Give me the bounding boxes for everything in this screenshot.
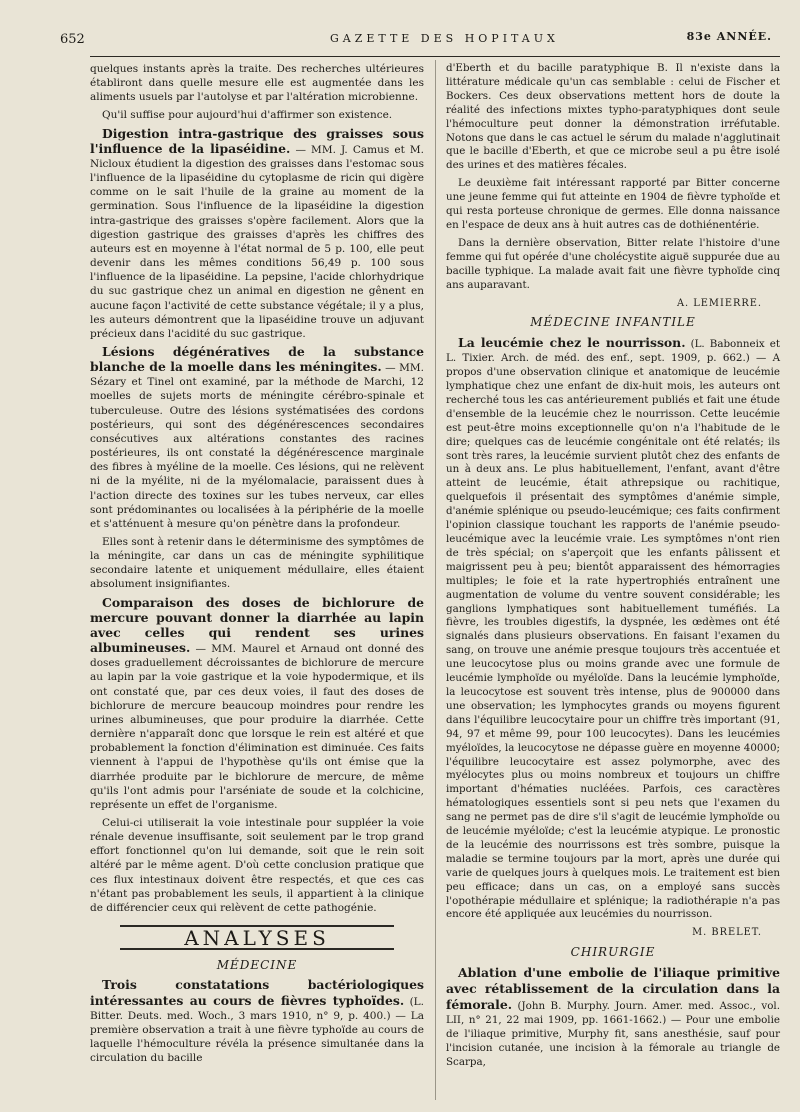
article-title: Comparaison des doses de bichlorure de mercure pouvant donner la diarrhée au lapin avec celles qui rendent ses urines albumineuses. <box>90 594 424 656</box>
section-medecine: MÉDECINE <box>216 958 298 973</box>
page-header <box>60 28 780 50</box>
paragraph: d'Eberth et du bacille paratyphique B. Il n'existe dans la littérature médicale qu'un cas semblable : celui de Fischer et Bockers. Ces deux observations mettent hors de doute la réalité des infections mixtes typho-paratyphiques dont seule l'hémoculture peut donner la démonstration irréfutable. Notons que dans le cas actuel le sérum du malade n'agglutinait que le bacille d'Eberth, et que ce microbe seul a pu être isolé des urines et des matières fécales. <box>446 62 780 172</box>
article-title: Lésions dégénératives de la substance blanche de la moelle dans les méningites. <box>90 343 424 375</box>
article <box>90 596 424 812</box>
paragraph: Le deuxième fait intéressant rapporté par Bitter concerne une jeune femme qui fut atteinte en 1904 de fièvre typhoïde et qui resta porteuse chronique de germes. Elle donna naissance en l'espace de deux ans à huit autres cas de dothiénentérie. <box>446 177 780 231</box>
article-title: La leucémie chez le nourrisson. <box>458 335 686 351</box>
section-chirurgie: CHIRURGIE <box>570 945 656 960</box>
left-column <box>90 62 424 1069</box>
author-signature: A. LEMIERRE. <box>676 297 762 309</box>
article-text: — MM. Maurel et Arnaud ont donné des doses graduellement décroissantes de bichlorure de mercure au lapin par la voie gastrique et la voie hypodermique, et ils ont constaté que, par ces deux voies, il faut des doses de bichlorure de mercure beaucoup moindres pour rendre les urines albumineuses, que pour produire la diarrhée. Cette dernière n'apparaît donc que lorsque le rein est altéré et que probablement la fonction d'élimination est diminuée. Ces faits viennent à l'appui de l'hypothèse qu'ils ont émise que la diarrhée produite par le bichlorure de mercure, de même qu'ils l'ont admis pour l'arséniate de soude et la colchicine, représente un effet de l'organisme. <box>90 643 424 811</box>
article-text: (L. Bitter. Deuts. med. Woch., 3 mars 1910, n° 9, p. 400.) — La première observation a trait à une fièvre typhoïde au cours de laquelle l'hémoculture révéla la présence simultanée dans la circulation du bacille <box>90 995 424 1065</box>
article <box>90 978 424 1065</box>
page-number: 652 <box>60 32 85 47</box>
paragraph: Celui-ci utiliserait la voie intestinale pour suppléer la voie rénale devenue insuffisante, soit seulement par le trop grand effort fonctionnel qu'on lui demande, soit que le rein soit altéré par le même agent. D'où cette conclusion pratique que ces flux intestinaux doivent être respectés, et que ces cas n'étant pas probablement les seuls, il appartient à la clinique de différencier ceux qui relèvent de cette pathogénie. <box>90 816 424 914</box>
analyses-heading: ANALYSES <box>120 925 394 950</box>
header-rule <box>90 56 780 57</box>
article-text: — MM. Sézary et Tinel ont examiné, par la méthode de Marchi, 12 moelles de sujets morts de méningite cérébro-spinale et tuberculeuse. Outre des lésions systématisées des cordons postérieurs, qui sont des dégénérescences secondaires consécutives aux altérations constantes des racines postérieures, ils ont constaté la dégénérescence marginale des fibres à myéline de la moelle. Ces lésions, qui ne relèvent ni de la myélite, ni de la myélomalacie, paraissent dues à l'action directe des toxines sur les tubes nerveux, car elles sont prédominantes ou localisées à la périphérie de la moelle et s'atténuent à mesure qu'on pénètre dans la profondeur. <box>90 362 424 530</box>
article <box>446 966 780 1069</box>
article-text: (John B. Murphy. Journ. Amer. med. Assoc., vol. LII, n° 21, 22 mai 1909, pp. 1661-1662.) — Pour une embolie de l'iliaque primitive, Murphy fit, sans anesthésie, sauf pour l'incision cutanée, une incision à la fémorale au triangle de Scarpa, <box>446 1000 780 1068</box>
year-label: 83e ANNÉE. <box>686 30 772 43</box>
article-title: Ablation d'une embolie de l'iliaque primitive avec rétablissement de la circulation dans la fémorale. <box>446 965 780 1012</box>
article-text: (L. Babonneix et L. Tixier. Arch. de méd. des enf., sept. 1909, p. 662.) — A propos d'une observation clinique et anatomique de leucémie lymphatique chez une enfant de dix-huit mois, les auteurs ont recherché tous les cas antérieurement publiés et fait une étude d'ensemble de la leucémie chez le nourrisson. Cette leucémie est peut-être moins exceptionnelle qu'on n'a l'habitude de le dire; quelques cas de leucémie congénitale ont été relatés; ils sont très rares, la leucémie survient plutôt chez des enfants de un à deux ans. Le plus habituellement, l'enfant, avant d'être atteint de leucémie, était athrepsique ou rachitique, quelquefois il présentait des symptômes d'anémie simple, d'anémie splénique ou pseudo-leucémique; ces faits confirment l'opinion classique touchant les rapports de l'anémie pseudo-leucémique avec la leucémie vraie. Les symptômes n'ont rien de très spécial; on s'aperçoit que les enfants pâlissent et maigrissent peu à peu; bientôt apparaissent des hémorragies multiples; le foie et la rate hypertrophiés entraînent une augmentation de volume du ventre souvent considérable; les ganglions lymphatiques sont habituellement tuméfiés. La fièvre, les troubles digestifs, la dyspnée, les œdèmes ont été signalés dans plusieurs observations. En faisant l'examen du sang, on trouve une anémie presque toujours très accentuée et une leucocytose plus ou moins grande avec une formule de leucémie lymphoïde ou myéloïde. Dans la leucémie lymphoïde, la leucocytose est souvent très intense, plus de 900000 dans une observation; les lymphocytes grands ou moyens figurent dans l'équilibre leucocytaire pour un chiffre très important (91, 94, 97 et même 99, pour 100 leucocytes). Dans les leucémies myéloïdes, la leucocytose ne dépasse guère en moyenne 40000; l'équilibre leucocytaire est assez polymorphe, avec des myélocytes plus ou moins nombreux et toujours un chiffre important d'hématies nucléées. Parfois, ces caractères hématologiques essentiels sont si peu nets que l'examen du sang ne permet pas de dire s'il s'agit de leucémie lymphoïde ou de leucémie myéloïde; c'est la leucémie atypique. Le pronostic de la leucémie des nourrissons est très sombre, puisque la maladie se termine toujours par la mort, après une durée qui varie de quelques jours à quelques mois. Le traitement est bien peu efficace; dans un cas, on a employé sans succès l'opothérapie médullaire et splénique; la radiothérapie n'a pas encore été appliquée aux leucémies du nourrisson. <box>446 338 781 921</box>
right-column <box>446 62 780 1074</box>
paragraph: quelques instants après la traite. Des recherches ultérieures établiront dans quelle mesure elle est augmentée dans les aliments usuels par l'autolyse et par l'altération microbienne. <box>90 63 424 104</box>
article <box>90 345 424 531</box>
column-separator <box>435 60 436 1100</box>
article-title: Trois constatations bactériologiques intéressantes au cours de fièvres typhoïdes. <box>90 977 424 1008</box>
article <box>446 336 780 922</box>
author-signature: M. BRELET. <box>692 927 762 939</box>
paragraph: Elles sont à retenir dans le déterminisme des symptômes de la méningite, car dans un cas de méningite syphilitique secondaire latente et uniquement médullaire, elles étaient absolument insignifiantes. <box>90 536 424 591</box>
article-text: — MM. J. Camus et M. Nicloux étudient la digestion des graisses dans l'estomac sous l'influence de la lipaséidine du cytoplasme de ricin qui digère comme on le sait l'huile de la graine au moment de la germination. Sous l'influence de la lipaséidine la digestion intra-gastrique des graisses s'opère facilement. Alors que la digestion gastrique des graisses d'après les chiffres des auteurs est en moyenne à l'état normal de 5 p. 100, elle peut devenir dans les mêmes conditions 56,49 p. 100 sous l'influence de la lipaséidine. La pepsine, l'acide chlorhydrique du suc gastrique chez un animal en digestion ne gênent en aucune façon l'activité de cette substance végétale; il y a plus, les auteurs démontrent que la lipaséidine trouve un adjuvant précieux dans l'acidité du suc gastrique. <box>90 143 424 340</box>
journal-title: GAZETTE DES HOPITAUX <box>330 32 559 45</box>
article <box>90 127 424 341</box>
article-title: Digestion intra-gastrique des graisses sous l'influence de la lipaséidine. <box>90 125 424 156</box>
section-medecine-infantile: MÉDECINE INFANTILE <box>530 315 696 330</box>
paragraph: Dans la dernière observation, Bitter relate l'histoire d'une femme qui fut opérée d'une cholécystite aiguë suppurée due au bacille typhique. La malade avait fait une fièvre typhoïde cinq ans auparavant. <box>446 236 780 291</box>
paragraph: Qu'il suffise pour aujourd'hui d'affirmer son existence. <box>102 109 393 122</box>
